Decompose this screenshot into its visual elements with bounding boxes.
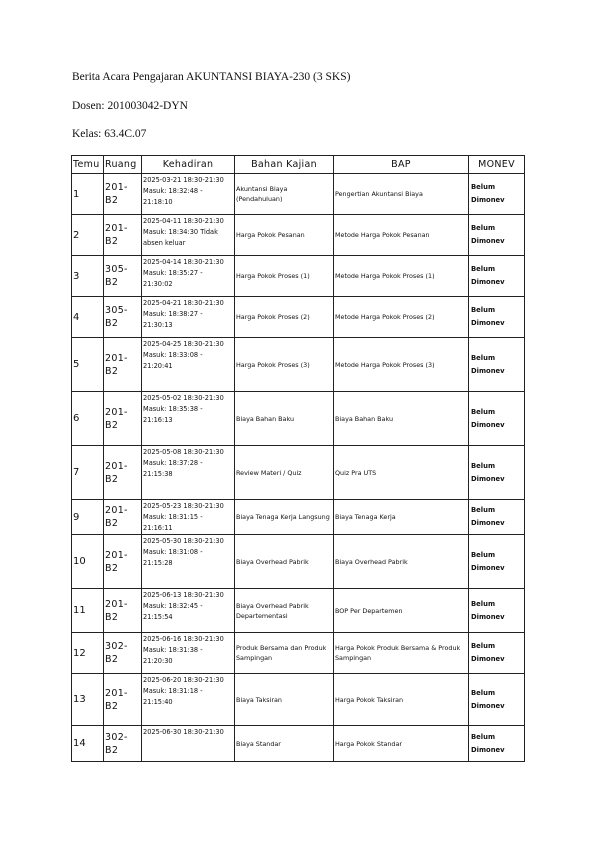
col-header-ruang: Ruang bbox=[104, 156, 142, 174]
col-header-kehadiran: Kehadiran bbox=[142, 156, 235, 174]
cell-ruang: 201-B2 bbox=[104, 535, 142, 589]
table-body bbox=[72, 174, 525, 762]
cell-kehadiran: 2025-04-25 18:30-21:30 Masuk: 18:33:08 - 21:20:41 bbox=[142, 338, 235, 392]
cell-monev: Belum Dimonev bbox=[469, 500, 525, 535]
table-row bbox=[72, 256, 525, 297]
cell-monev: Belum Dimonev bbox=[469, 589, 525, 633]
cell-temu: 11 bbox=[72, 589, 104, 633]
cell-kehadiran: 2025-06-13 18:30-21:30 Masuk: 18:32:45 - 21:15:54 bbox=[142, 589, 235, 633]
cell-bap: Metode Harga Pokok Proses (1) bbox=[334, 256, 469, 297]
table-row bbox=[72, 297, 525, 338]
table-row bbox=[72, 215, 525, 256]
cell-monev: Belum Dimonev bbox=[469, 726, 525, 762]
cell-kehadiran: 2025-05-02 18:30-21:30 Masuk: 18:35:38 - 21:16:13 bbox=[142, 392, 235, 446]
cell-ruang: 302-B2 bbox=[104, 633, 142, 674]
cell-bahan-kajian: Review Materi / Quiz bbox=[235, 446, 334, 500]
cell-monev: Belum Dimonev bbox=[469, 297, 525, 338]
cell-kehadiran: 2025-06-16 18:30-21:30 Masuk: 18:31:38 - 21:20:30 bbox=[142, 633, 235, 674]
cell-kehadiran: 2025-03-21 18:30-21:30 Masuk: 18:32:48 - 21:18:10 bbox=[142, 174, 235, 215]
col-header-temu: Temu bbox=[72, 156, 104, 174]
cell-bap: Harga Pokok Produk Bersama & Produk Sampingan bbox=[334, 633, 469, 674]
col-header-bahan-kajian: Bahan Kajian bbox=[235, 156, 334, 174]
cell-ruang: 201-B2 bbox=[104, 174, 142, 215]
table-row bbox=[72, 726, 525, 762]
table-row bbox=[72, 633, 525, 674]
table-header-row bbox=[72, 156, 525, 174]
cell-bap: Biaya Bahan Baku bbox=[334, 392, 469, 446]
cell-bahan-kajian: Biaya Overhead Pabrik Departementasi bbox=[235, 589, 334, 633]
cell-bap: BOP Per Departemen bbox=[334, 589, 469, 633]
cell-temu: 4 bbox=[72, 297, 104, 338]
cell-temu: 9 bbox=[72, 500, 104, 535]
cell-bahan-kajian: Harga Pokok Proses (2) bbox=[235, 297, 334, 338]
cell-bahan-kajian: Harga Pokok Pesanan bbox=[235, 215, 334, 256]
cell-bahan-kajian: Produk Bersama dan Produk Sampingan bbox=[235, 633, 334, 674]
cell-monev: Belum Dimonev bbox=[469, 174, 525, 215]
table-row bbox=[72, 674, 525, 726]
cell-kehadiran: 2025-06-30 18:30-21:30 bbox=[142, 726, 235, 762]
document-title: Berita Acara Pengajaran AKUNTANSI BIAYA-230 (3 SKS) bbox=[72, 71, 351, 83]
cell-monev: Belum Dimonev bbox=[469, 674, 525, 726]
teaching-record-table bbox=[71, 155, 525, 762]
cell-ruang: 302-B2 bbox=[104, 726, 142, 762]
cell-kehadiran: 2025-05-23 18:30-21:30 Masuk: 18:31:15 - 21:16:11 bbox=[142, 500, 235, 535]
cell-bahan-kajian: Biaya Overhead Pabrik bbox=[235, 535, 334, 589]
cell-kehadiran: 2025-04-14 18:30-21:30 Masuk: 18:35:27 - 21:30:02 bbox=[142, 256, 235, 297]
cell-ruang: 201-B2 bbox=[104, 215, 142, 256]
cell-temu: 1 bbox=[72, 174, 104, 215]
cell-bap: Metode Harga Pokok Proses (3) bbox=[334, 338, 469, 392]
cell-bap: Harga Pokok Standar bbox=[334, 726, 469, 762]
lecturer-line: Dosen: 201003042-DYN bbox=[72, 100, 188, 112]
cell-temu: 2 bbox=[72, 215, 104, 256]
cell-kehadiran: 2025-06-20 18:30-21:30 Masuk: 18:31:18 - 21:15:40 bbox=[142, 674, 235, 726]
cell-bahan-kajian: Harga Pokok Proses (1) bbox=[235, 256, 334, 297]
table-row bbox=[72, 500, 525, 535]
cell-ruang: 201-B2 bbox=[104, 589, 142, 633]
cell-bap: Quiz Pra UTS bbox=[334, 446, 469, 500]
table-row bbox=[72, 392, 525, 446]
table-row bbox=[72, 535, 525, 589]
cell-temu: 13 bbox=[72, 674, 104, 726]
cell-ruang: 201-B2 bbox=[104, 674, 142, 726]
cell-temu: 6 bbox=[72, 392, 104, 446]
col-header-bap: BAP bbox=[334, 156, 469, 174]
cell-monev: Belum Dimonev bbox=[469, 215, 525, 256]
cell-bahan-kajian: Biaya Standar bbox=[235, 726, 334, 762]
cell-bap: Metode Harga Pokok Pesanan bbox=[334, 215, 469, 256]
cell-bahan-kajian: Harga Pokok Proses (3) bbox=[235, 338, 334, 392]
table-row bbox=[72, 589, 525, 633]
cell-temu: 5 bbox=[72, 338, 104, 392]
cell-bap: Biaya Tenaga Kerja bbox=[334, 500, 469, 535]
class-line: Kelas: 63.4C.07 bbox=[72, 128, 147, 140]
cell-bahan-kajian: Akuntansi Biaya (Pendahuluan) bbox=[235, 174, 334, 215]
cell-bahan-kajian: Biaya Tenaga Kerja Langsung bbox=[235, 500, 334, 535]
col-header-monev: MONEV bbox=[469, 156, 525, 174]
cell-bap: Pengertian Akuntansi Biaya bbox=[334, 174, 469, 215]
cell-ruang: 201-B2 bbox=[104, 338, 142, 392]
cell-temu: 7 bbox=[72, 446, 104, 500]
cell-temu: 3 bbox=[72, 256, 104, 297]
cell-temu: 14 bbox=[72, 726, 104, 762]
cell-ruang: 305-B2 bbox=[104, 297, 142, 338]
cell-bap: Biaya Overhead Pabrik bbox=[334, 535, 469, 589]
cell-bahan-kajian: Biaya Bahan Baku bbox=[235, 392, 334, 446]
cell-ruang: 305-B2 bbox=[104, 256, 142, 297]
cell-kehadiran: 2025-05-30 18:30-21:30 Masuk: 18:31:08 - 21:15:28 bbox=[142, 535, 235, 589]
table-row bbox=[72, 446, 525, 500]
cell-bahan-kajian: Biaya Taksiran bbox=[235, 674, 334, 726]
cell-ruang: 201-B2 bbox=[104, 392, 142, 446]
table-row bbox=[72, 174, 525, 215]
cell-bap: Harga Pokok Taksiran bbox=[334, 674, 469, 726]
cell-monev: Belum Dimonev bbox=[469, 392, 525, 446]
cell-monev: Belum Dimonev bbox=[469, 338, 525, 392]
cell-monev: Belum Dimonev bbox=[469, 535, 525, 589]
cell-temu: 10 bbox=[72, 535, 104, 589]
cell-bap: Metode Harga Pokok Proses (2) bbox=[334, 297, 469, 338]
table-row bbox=[72, 338, 525, 392]
cell-ruang: 201-B2 bbox=[104, 500, 142, 535]
cell-kehadiran: 2025-04-21 18:30-21:30 Masuk: 18:38:27 - 21:30:13 bbox=[142, 297, 235, 338]
cell-monev: Belum Dimonev bbox=[469, 256, 525, 297]
cell-kehadiran: 2025-04-11 18:30-21:30 Masuk: 18:34:30 Tidak absen keluar bbox=[142, 215, 235, 256]
cell-monev: Belum Dimonev bbox=[469, 633, 525, 674]
cell-monev: Belum Dimonev bbox=[469, 446, 525, 500]
cell-ruang: 201-B2 bbox=[104, 446, 142, 500]
cell-kehadiran: 2025-05-08 18:30-21:30 Masuk: 18:37:28 - 21:15:38 bbox=[142, 446, 235, 500]
cell-temu: 12 bbox=[72, 633, 104, 674]
